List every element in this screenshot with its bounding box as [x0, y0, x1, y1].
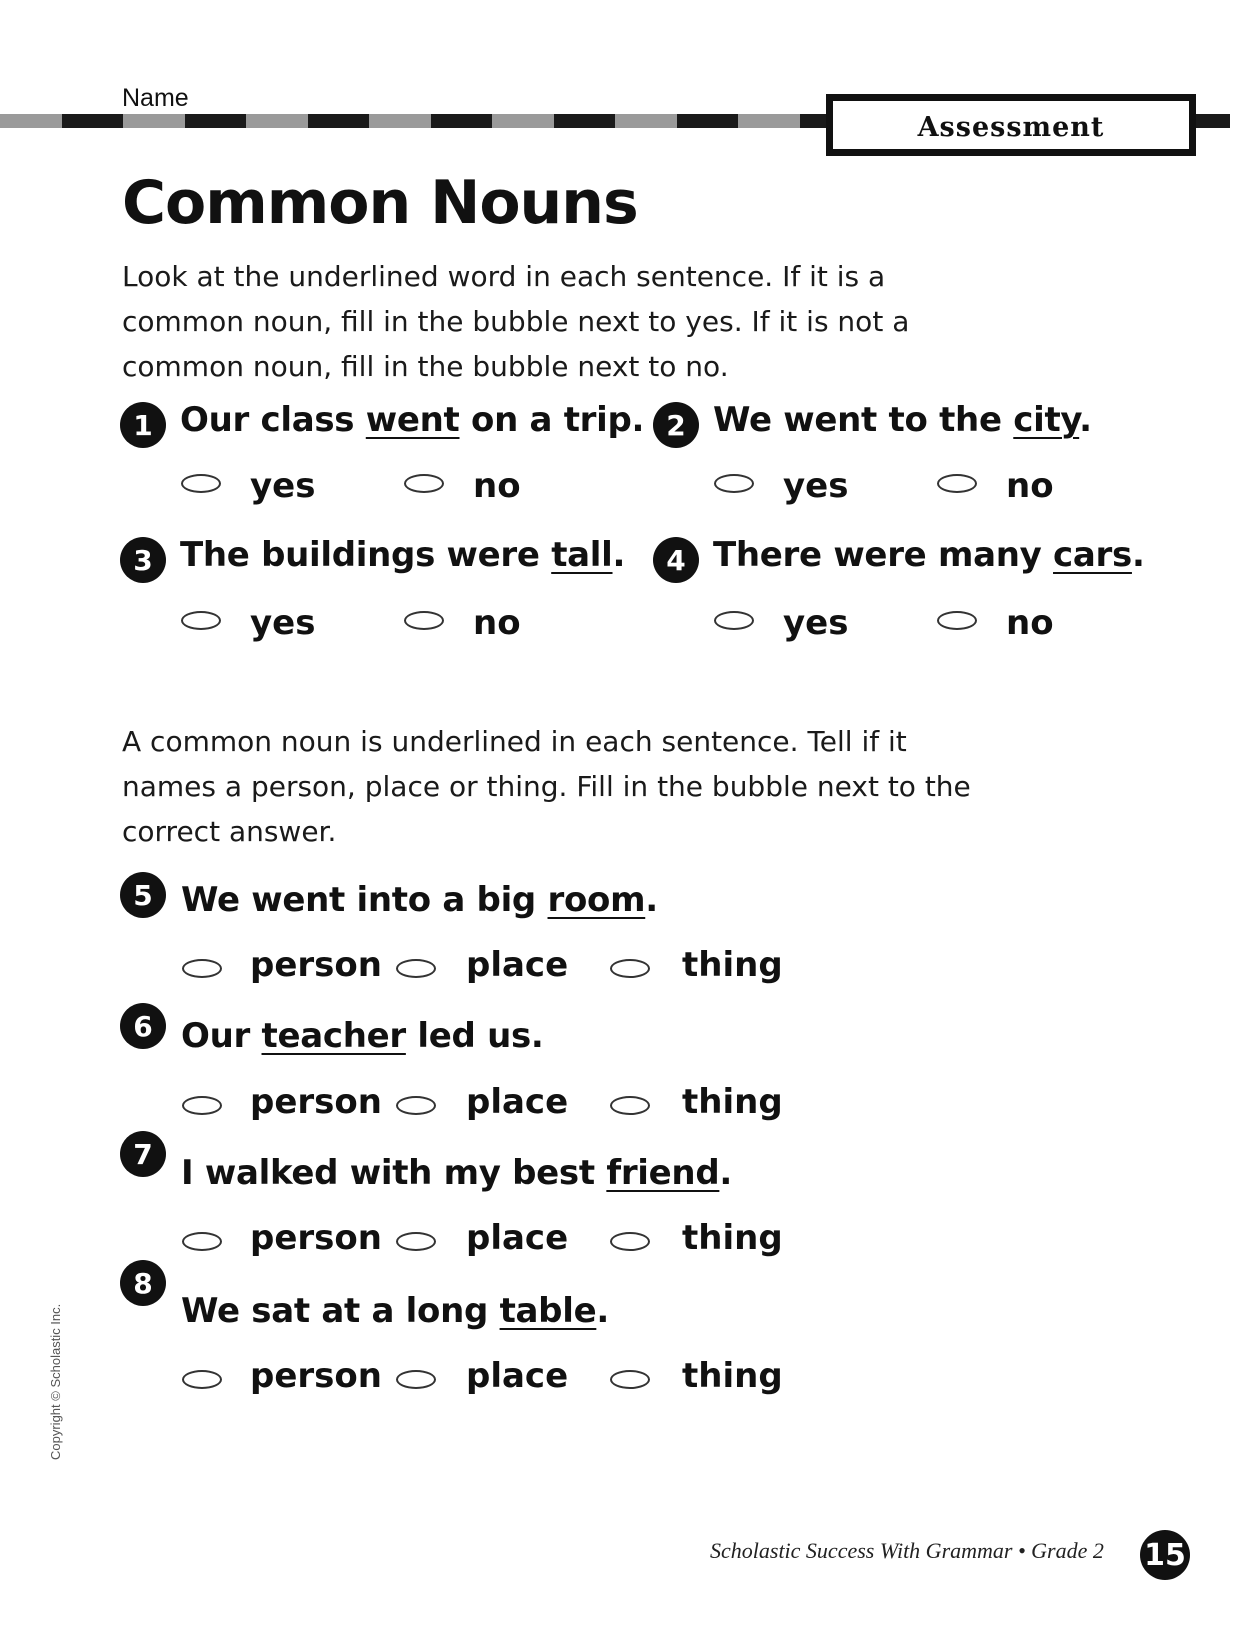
place-option-label: place — [466, 1082, 569, 1122]
no-option-bubble[interactable] — [937, 611, 977, 630]
underlined-word: friend — [606, 1153, 720, 1193]
sentence-text-before: I walked with my best — [181, 1153, 607, 1193]
no-option-bubble[interactable] — [937, 474, 977, 493]
yes-option-label: yes — [250, 466, 316, 506]
assessment-badge-label: Assessment — [917, 111, 1105, 143]
yes-option-bubble[interactable] — [181, 474, 221, 493]
no-option-bubble[interactable] — [404, 474, 444, 493]
thing-option-bubble[interactable] — [610, 1232, 650, 1251]
place-option-bubble[interactable] — [396, 1096, 436, 1115]
person-option-bubble[interactable] — [182, 1370, 222, 1389]
place-option-bubble[interactable] — [396, 1232, 436, 1251]
sentence-text-before: There were many — [713, 535, 1054, 575]
sentence-text-after: on a trip. — [459, 400, 645, 440]
no-option-label: no — [1006, 466, 1054, 506]
sentence-text-before: The buildings were — [180, 535, 552, 575]
person-option-label: person — [250, 1082, 382, 1122]
question-sentence — [713, 535, 1145, 575]
sentence-text-before: Our class — [180, 400, 366, 440]
question-number-badge: 1 — [120, 402, 166, 448]
underlined-word: went — [365, 400, 460, 440]
underlined-word: teacher — [261, 1016, 406, 1056]
person-option-label: person — [250, 945, 382, 985]
yes-option-label: yes — [783, 603, 849, 643]
thing-option-bubble[interactable] — [610, 959, 650, 978]
page-title: Common Nouns — [122, 168, 638, 238]
part1-instructions: Look at the underlined word in each sentence. If it is a common noun, fill in the bubble next to yes. If it is not a common noun, fill in the bubble next to no. — [122, 260, 910, 383]
question-number-badge: 8 — [120, 1260, 166, 1306]
sentence-text-after: . — [719, 1153, 732, 1193]
yes-option-label: yes — [250, 603, 316, 643]
question-sentence — [181, 1291, 609, 1331]
person-option-bubble[interactable] — [182, 1232, 222, 1251]
thing-option-label: thing — [682, 1356, 783, 1396]
question-number-badge: 6 — [120, 1003, 166, 1049]
question-number-badge: 7 — [120, 1131, 166, 1177]
thing-option-label: thing — [682, 945, 783, 985]
sentence-text-before: We went into a big — [181, 880, 548, 920]
underlined-word: tall — [551, 535, 613, 575]
thing-option-label: thing — [682, 1218, 783, 1258]
person-option-label: person — [250, 1218, 382, 1258]
no-option-bubble[interactable] — [404, 611, 444, 630]
question-sentence — [180, 535, 625, 575]
yes-option-label: yes — [783, 466, 849, 506]
sentence-text-after: . — [612, 535, 626, 575]
name-label: Name — [122, 84, 189, 112]
place-option-label: place — [466, 945, 569, 985]
question-sentence — [713, 400, 1092, 440]
question-sentence — [180, 400, 644, 440]
sentence-text-after: . — [596, 1291, 609, 1331]
question-number-badge: 5 — [120, 872, 166, 918]
place-option-bubble[interactable] — [396, 959, 436, 978]
place-option-label: place — [466, 1356, 569, 1396]
person-option-bubble[interactable] — [182, 959, 222, 978]
person-option-bubble[interactable] — [182, 1096, 222, 1115]
person-option-label: person — [250, 1356, 382, 1396]
book-footer: Scholastic Success With Grammar • Grade 2 — [710, 1538, 1104, 1563]
question-sentence — [181, 880, 658, 920]
question-sentence — [181, 1153, 732, 1193]
part2-instructions: A common noun is underlined in each sentence. Tell if it names a person, place or thing. Fill in the bubble next to the correct answer. — [122, 725, 971, 848]
question-sentence — [181, 1016, 544, 1056]
question-number-badge: 2 — [653, 402, 699, 448]
yes-option-bubble[interactable] — [714, 611, 754, 630]
yes-option-bubble[interactable] — [714, 474, 754, 493]
underlined-word: city — [1013, 400, 1080, 440]
question-number-badge: 3 — [120, 537, 166, 583]
place-option-bubble[interactable] — [396, 1370, 436, 1389]
sentence-text-before: Our — [181, 1016, 262, 1056]
sentence-text-before: We went to the — [713, 400, 1014, 440]
no-option-label: no — [473, 603, 521, 643]
thing-option-bubble[interactable] — [610, 1370, 650, 1389]
copyright-notice: Copyright © Scholastic Inc. — [48, 1303, 63, 1460]
underlined-word: cars — [1053, 535, 1132, 575]
thing-option-label: thing — [682, 1082, 783, 1122]
sentence-text-after: led us. — [405, 1016, 544, 1056]
thing-option-bubble[interactable] — [610, 1096, 650, 1115]
yes-option-bubble[interactable] — [181, 611, 221, 630]
place-option-label: place — [466, 1218, 569, 1258]
assessment-badge — [826, 94, 1196, 156]
sentence-text-before: We sat at a long — [181, 1291, 500, 1331]
sentence-text-after: . — [1079, 400, 1092, 440]
sentence-text-after: . — [645, 880, 658, 920]
page-number: 15 — [1140, 1530, 1190, 1580]
no-option-label: no — [1006, 603, 1054, 643]
sentence-text-after: . — [1131, 535, 1145, 575]
question-number-badge: 4 — [653, 537, 699, 583]
no-option-label: no — [473, 466, 521, 506]
underlined-word: table — [499, 1291, 597, 1331]
underlined-word: room — [547, 880, 646, 920]
